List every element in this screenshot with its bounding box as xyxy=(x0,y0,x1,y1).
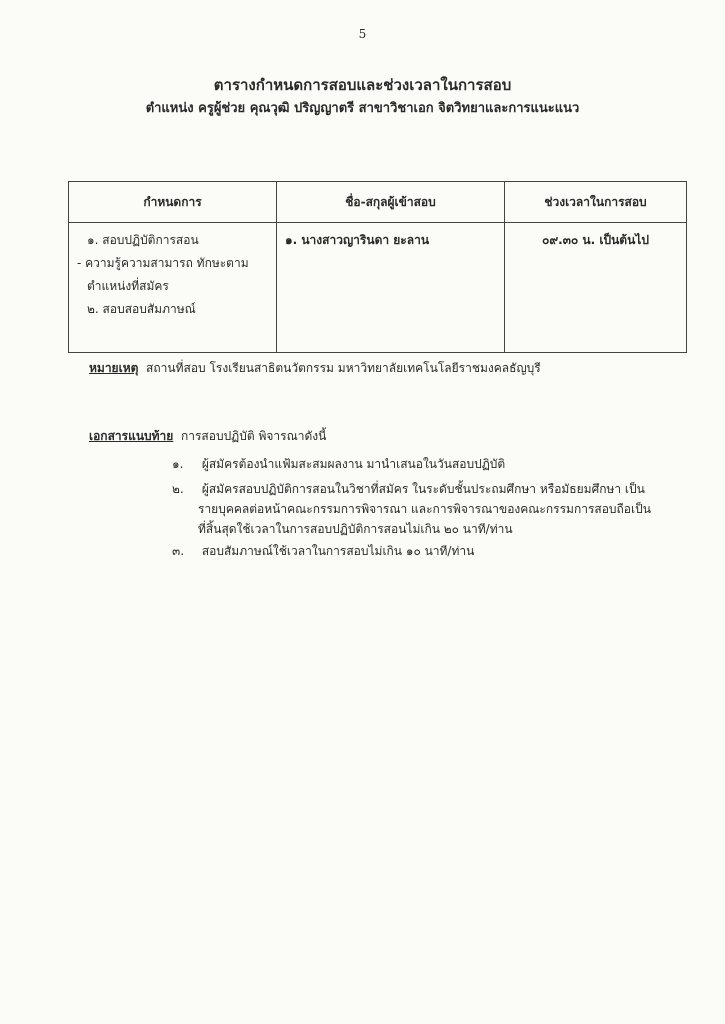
list-item-number: ๒. xyxy=(172,482,184,496)
schedule-item: ๑. สอบปฏิบัติการสอน xyxy=(87,233,199,247)
schedule-item: ๒. สอบสอบสัมภาษณ์ xyxy=(87,302,196,316)
appendix-heading xyxy=(89,427,326,446)
table-row xyxy=(69,223,687,353)
list-item-text: สอบสัมภาษณ์ใช้เวลาในการสอบไม่เกิน ๑๐ นาที/ท่าน xyxy=(201,544,475,558)
remark-label: หมายเหตุ xyxy=(89,361,139,375)
page-subtitle: ตำแหน่ง ครูผู้ช่วย คุณวุฒิ ปริญญาตรี สาขาวิชาเอก จิตวิทยาและการแนะแนว xyxy=(145,101,580,116)
appendix-intro: การสอบปฏิบัติ พิจารณาดังนี้ xyxy=(180,429,327,443)
header-schedule: กำหนดการ xyxy=(69,182,277,223)
list-item-number: ๓. xyxy=(172,544,185,558)
list-item-text: ที่สิ้นสุดใช้เวลาในการสอบปฏิบัติการสอนไม่เกิน ๒๐ นาที/ท่าน xyxy=(198,522,513,536)
page-number: 5 xyxy=(358,27,367,41)
schedule-item: - ความรู้ความสามารถ ทักษะตาม xyxy=(77,256,249,270)
list-item-text: รายบุคคลต่อหน้าคณะกรรมการพิจารณา และการพิจารณาของคณะกรรมการสอบถือเป็น xyxy=(198,502,651,516)
list-item-text: ผู้สมัครสอบปฏิบัติการสอนในวิชาที่สมัคร ในระดับชั้นประถมศึกษา หรือมัธยมศึกษา เป็น xyxy=(201,482,645,496)
table-header-row xyxy=(69,182,687,223)
appendix-label: เอกสารแนบท้าย xyxy=(89,429,174,443)
exam-time: ๐๙.๓๐ น. เป็นต้นไป xyxy=(505,223,687,353)
list-item xyxy=(172,480,645,499)
schedule-table xyxy=(68,181,687,353)
schedule-item: ตำแหน่งที่สมัคร xyxy=(87,279,169,293)
list-item-number: ๑. xyxy=(172,457,184,471)
list-item-text: ผู้สมัครต้องนำแฟ้มสะสมผลงาน มานำเสนอในวันสอบปฏิบัติ xyxy=(201,457,506,471)
schedule-cell xyxy=(69,223,277,353)
header-candidate: ชื่อ-สกุลผู้เข้าสอบ xyxy=(277,182,505,223)
candidate-name: ๑. นางสาวญารินดา ยะลาน xyxy=(277,223,505,353)
remark-text: สถานที่สอบ โรงเรียนสาธิตนวัตกรรม มหาวิทยาลัยเทคโนโลยีราชมงคลธัญบุรี xyxy=(146,361,541,375)
list-item xyxy=(172,455,505,474)
list-item xyxy=(172,542,474,561)
header-time: ช่วงเวลาในการสอบ xyxy=(505,182,687,223)
remark xyxy=(89,359,541,378)
page-title: ตารางกำหนดการสอบและช่วงเวลาในการสอบ xyxy=(213,76,512,94)
